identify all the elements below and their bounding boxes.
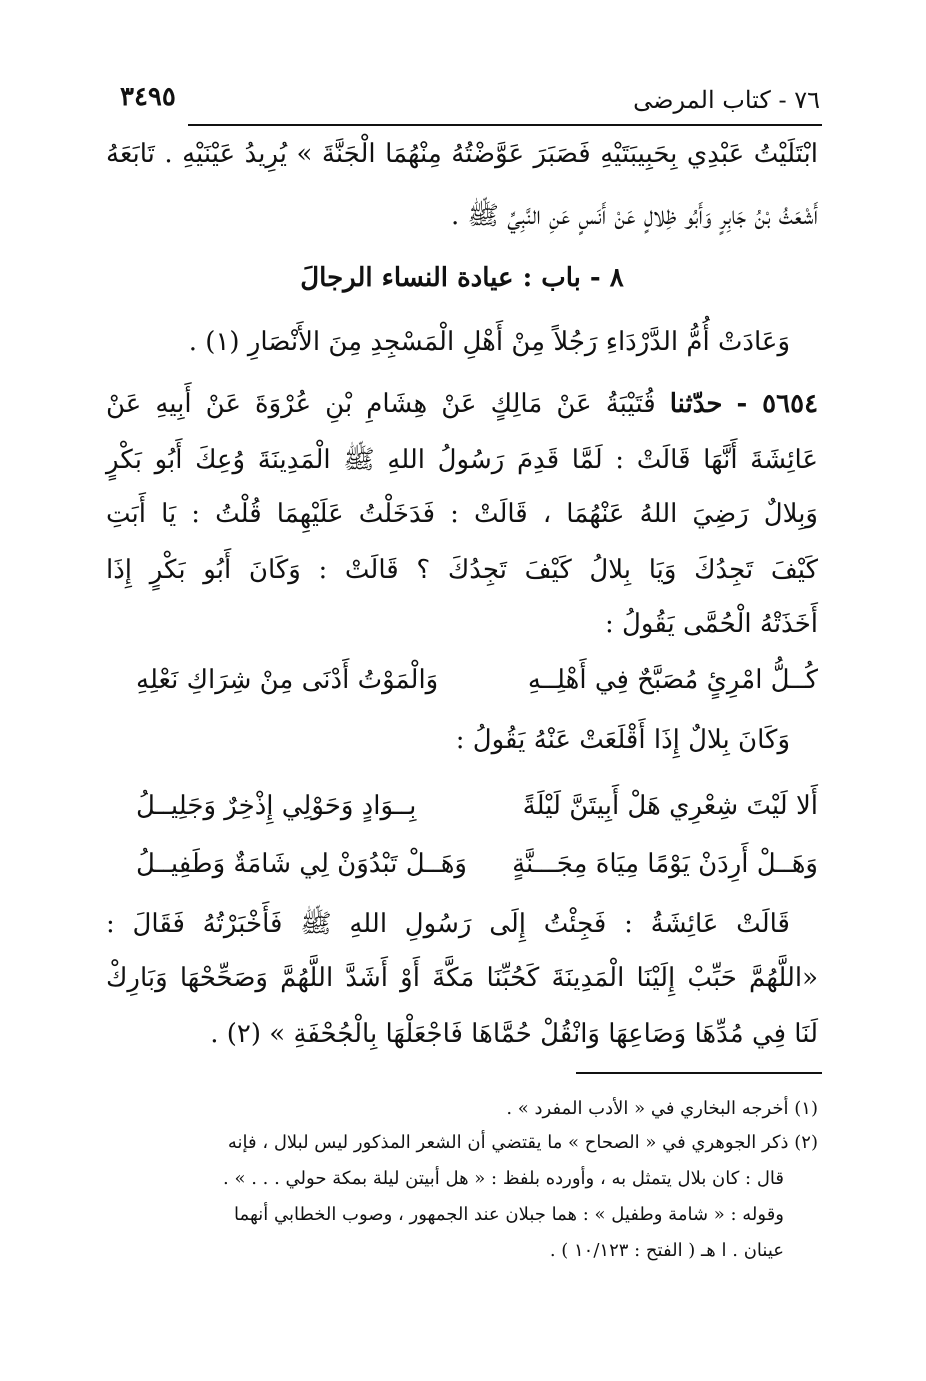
hadith-line-1-text: قُتَيْبَةُ عَنْ مَالِكٍ عَنْ هِشَامِ بْنِ عُرْوَةَ عَنْ أَبِيهِ عَنْ [106, 389, 656, 419]
closing-line-1: قَالَتْ عَائِشَةُ : فَجِئْتُ إِلَى رَسُولِ اللهِ ﷺ فَأَخْبَرْتُهُ فَقَالَ : [106, 909, 790, 939]
hadith-opening: حدّثنا [669, 389, 723, 419]
footnote-2-line-2: قال : كان بلال يتمثل به ، وأورده بلفظ : « هل أبيتن ليلة بمكة حولي . . . » . [223, 1168, 784, 1189]
hadith-line-3: وَبِلالٌ رَضِيَ اللهُ عَنْهُمَا ، قَالَتْ : فَدَخَلْتُ عَلَيْهِمَا قُلْتُ : يَا أَبَتِ [106, 499, 818, 529]
hadith-number: ٥٦٥٤ - [736, 389, 819, 419]
hadith-line-5: أَخَذَتْهُ الْحُمَّى يَقُولُ : [604, 609, 818, 639]
verse-3-first-hemistich: وَهَــلْ أَرِدَنْ يَوْمًا مِيَاهَ مِجَـــنَّةٍ [512, 849, 818, 879]
closing-line-2: «اللَّهُمَّ حَبِّبْ إِلَيْنَا الْمَدِينَةَ كَحُبِّنَا مَكَّةَ أَوْ أَشَدَّ اللَّهُمَّ وَصَحِّحْهَا وَبَارِكْ [106, 963, 818, 993]
verse-2-second-hemistich: بِــوَادٍ وَحَوْلِي إِذْخِرٌ وَجَلِيــلُ [136, 791, 417, 821]
footnote-2-line-1: (٢) ذكر الجوهري في « الصحاح » ما يقتضي أن الشعر المذكور ليس لبلال ، فإنه [227, 1132, 818, 1153]
footnote-1: (١) أخرجه البخاري في « الأدب المفرد » . [506, 1098, 818, 1119]
footnote-rule [576, 1072, 822, 1074]
body-line-2: أَشْعَثُ بْنُ جَابِرٍ وَأَبُو ظِلالٍ عَنْ أَنَسٍ عَنِ النَّبِيِّ ﷺ . [451, 201, 818, 231]
page-header [120, 78, 820, 122]
hadith-line-1 [106, 384, 818, 424]
verse-3-second-hemistich: وَهَــلْ تَبْدُوَنْ لِي شَامَةٌ وَطَفِيــلُ [136, 849, 467, 879]
hadith-line-2: عَائِشَةَ أَنَّهَا قَالَتْ : لَمَّا قَدِمَ رَسُولُ اللهِ ﷺ الْمَدِينَةَ وُعِكَ أَبُو بَكْرٍ [106, 445, 818, 475]
body-line-1: ابْتَلَيْتُ عَبْدِي بِحَبِيبَتَيْهِ فَصَبَرَ عَوَّضْتُهُ مِنْهُمَا الْجَنَّةَ » يُرِيدُ عَيْنَيْهِ . تَابَعَهُ [106, 139, 818, 169]
footnote-2-line-3: وقوله : « شامة وطفيل » : هما جبلان عند الجمهور ، وصوب الخطابي أنهما [234, 1204, 784, 1225]
page-number: ٣٤٩٥ [120, 82, 176, 112]
header-rule [188, 124, 822, 126]
chapter-title: ٧٦ - كتاب المرضى [633, 86, 820, 114]
verse-1-first-hemistich: كُــلُّ امْرِئٍ مُصَبَّحٌ فِي أَهْلِــهِ [527, 665, 818, 695]
verse-1-second-hemistich: وَالْمَوْتُ أَدْنَى مِنْ شِرَاكِ نَعْلِهِ [136, 665, 439, 695]
closing-line-3: لَنَا فِي مُدِّهَا وَصَاعِهَا وَانْقُلْ حُمَّاهَا فَاجْعَلْهَا بِالْجُحْفَةِ » (٢) . [210, 1019, 818, 1049]
verse-2-first-hemistich: أَلا لَيْتَ شِعْرِي هَلْ أَبِيتَنَّ لَيْلَةً [522, 791, 818, 821]
bilal-line: وَكَانَ بِلالٌ إِذَا أَقْلَعَتْ عَنْهُ يَقُولُ : [455, 725, 790, 755]
body-line-3: وَعَادَتْ أُمُّ الدَّرْدَاءِ رَجُلاً مِنْ أَهْلِ الْمَسْجِدِ مِنَ الأَنْصَارِ (١) . [188, 327, 790, 357]
footnote-2-line-4: عينان . ا هـ ( الفتح : ١٠/١٢٣ ) . [549, 1240, 784, 1261]
hadith-line-4: كَيْفَ تَجِدُكَ وَيَا بِلالُ كَيْفَ تَجِدُكَ ؟ قَالَتْ : وَكَانَ أَبُو بَكْرٍ إِذَا [106, 555, 818, 585]
chapter-heading: ٨ - باب : عيادة النساء الرجالَ [300, 263, 624, 293]
